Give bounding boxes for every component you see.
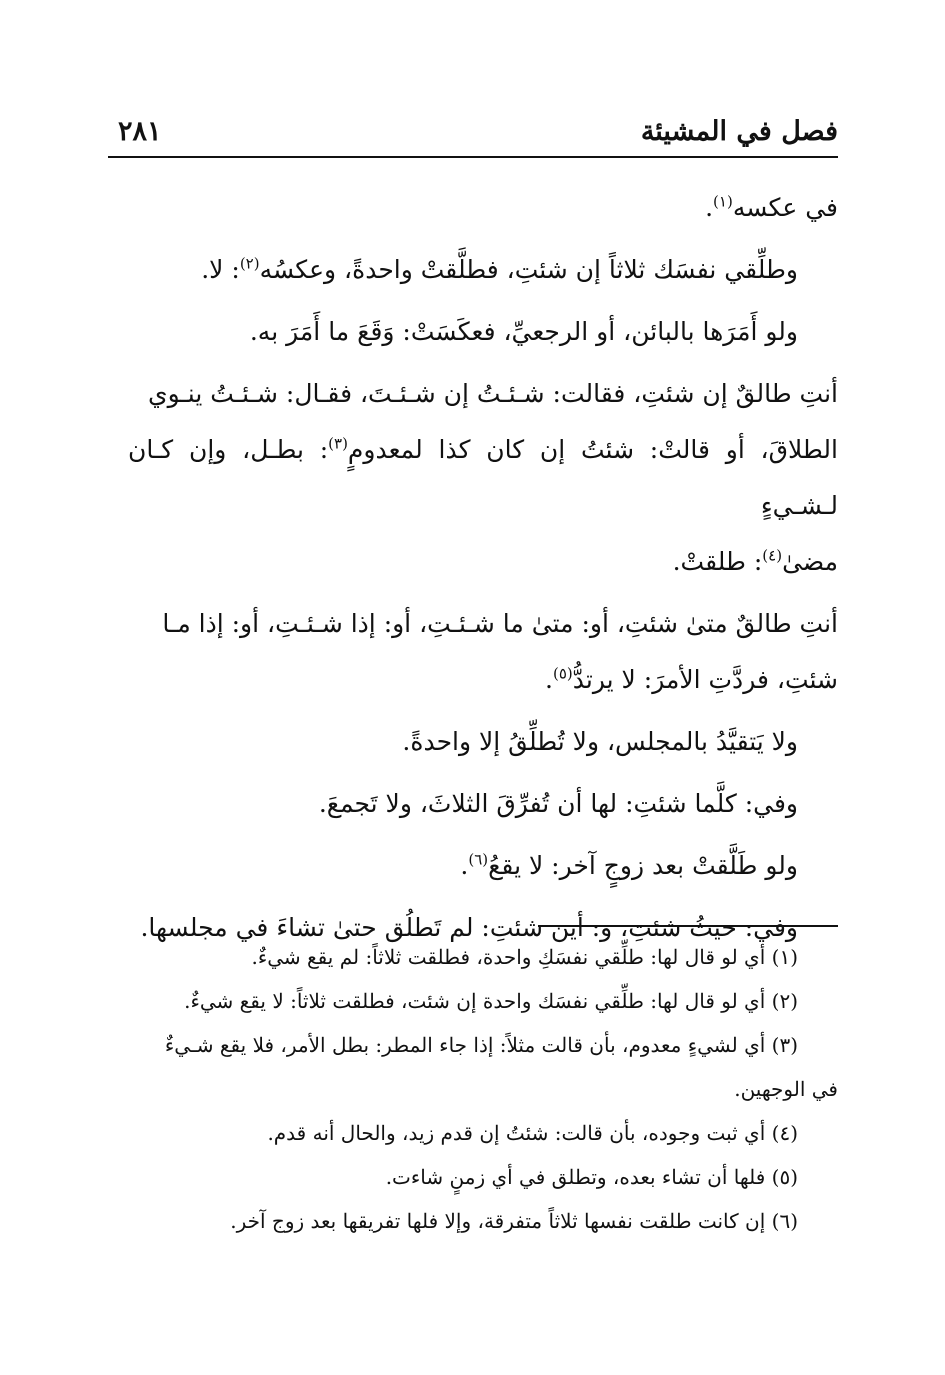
- paragraph-1-end: .: [705, 193, 714, 222]
- paragraph-2: [128, 242, 838, 298]
- chapter-title: فصل في المشيئة: [640, 116, 838, 147]
- footnote-2: (٢) أي لو قال لها: طلِّقي نفسَك واحدة إن شئت، فطلقت ثلاثاً: لا يقع شيءٌ.: [184, 989, 798, 1013]
- paragraph-3-text: ولو أَمَرَها بالبائن، أو الرجعيِّ، فعكَسَتْ: وَقَعَ ما أَمَرَ به.: [249, 317, 798, 346]
- paragraph-8-end: .: [460, 851, 469, 880]
- paragraph-7-text: وفي: كلَّما شئتِ: لها أن تُفرِّقَ الثلاثَ، ولا تَجمعَ.: [318, 789, 798, 818]
- paragraph-5: [128, 596, 838, 708]
- footnote-marker-1: (١): [713, 192, 733, 211]
- footnote-marker-5: (٥): [553, 664, 573, 683]
- paragraph-4-line-3-end: : طلقتْ.: [672, 547, 763, 576]
- paragraph-3: [128, 304, 838, 360]
- main-text: [128, 180, 838, 962]
- paragraph-1-text: في عكسه: [732, 193, 838, 222]
- paragraph-4-line-2: الطلاقَ، أو قالتْ: شئتُ إن كان كذا لمعدومٍ: [347, 435, 838, 464]
- paragraph-6: [128, 714, 838, 770]
- page-number: ٢٨١: [118, 116, 162, 147]
- paragraph-4-line-3: مضىٰ: [782, 547, 838, 576]
- paragraph-1: [128, 180, 838, 236]
- running-header: [108, 112, 838, 152]
- paragraph-2-end: : لا.: [201, 255, 240, 284]
- paragraph-5-line-2: شئتِ، فردَّتِ الأمرَ: لا يرتدُّ: [572, 665, 838, 694]
- footnotes: [113, 935, 838, 1243]
- paragraph-4: [128, 366, 838, 590]
- footnote-1: (١) أي لو قال لها: طلِّقي نفسَكِ واحدة، فطلقت ثلاثاً: لم يقع شيءٌ.: [251, 945, 798, 969]
- footnote-6: (٦) إن كانت طلقت نفسها ثلاثاً متفرقة، وإلا فلها تفريقها بعد زوج آخر.: [230, 1209, 798, 1233]
- paragraph-2-text: وطلِّقي نفسَك ثلاثاً إن شئتِ، فطلَّقتْ واحدةً، وعكسُه: [259, 255, 798, 284]
- footnote-5: (٥) فلها أن تشاء بعده، وتطلق في أي زمنٍ شاءت.: [385, 1165, 798, 1189]
- paragraph-7: [128, 776, 838, 832]
- paragraph-8-text: ولو طَلَّقتْ بعد زوجٍ آخر: لا يقعُ: [488, 851, 798, 880]
- paragraph-4-line-1: أنتِ طالقٌ إن شئتِ، فقالت: شـئـتُ إن شـئـتَ، فقـال: شـئـتُ ينـوي: [148, 379, 838, 408]
- footnote-separator: [538, 925, 838, 927]
- footnote-marker-2: (٢): [239, 254, 260, 273]
- paragraph-4-line-2-end: : بطـل، وإن كـان لـشـيءٍ: [128, 435, 838, 520]
- paragraph-9-text: وفي: حيثُ شئتِ، و: أين شئتِ: لم تَطلُق حتىٰ تشاءَ في مجلسها.: [140, 913, 798, 942]
- paragraph-8: [128, 838, 838, 894]
- footnote-marker-4: (٤): [762, 546, 783, 565]
- paragraph-5-line-2-end: .: [545, 665, 553, 694]
- paragraph-5-line-1: أنتِ طالقٌ متىٰ شئتِ، أو: متىٰ ما شـئـتِ، أو: إذا شـئـتِ، أو: إذا مـا: [162, 609, 838, 638]
- footnote-3-line-1: (٣) أي لشيءٍ معدوم، بأن قالت مثلاً: إذا جاء المطر: بطل الأمر، فلا يقع شـيءٌ: [164, 1033, 798, 1057]
- footnote-3-line-2: في الوجهين.: [734, 1077, 838, 1101]
- header-rule: [108, 156, 838, 158]
- paragraph-6-text: ولا يَتقيَّدُ بالمجلس، ولا تُطلِّقُ إلا واحدةً.: [402, 727, 798, 756]
- footnote-marker-6: (٦): [468, 850, 489, 869]
- footnote-4: (٤) أي ثبت وجوده، بأن قالت: شئتُ إن قدم زيد، والحال أنه قدم.: [267, 1121, 798, 1145]
- footnote-marker-3: (٣): [328, 434, 348, 453]
